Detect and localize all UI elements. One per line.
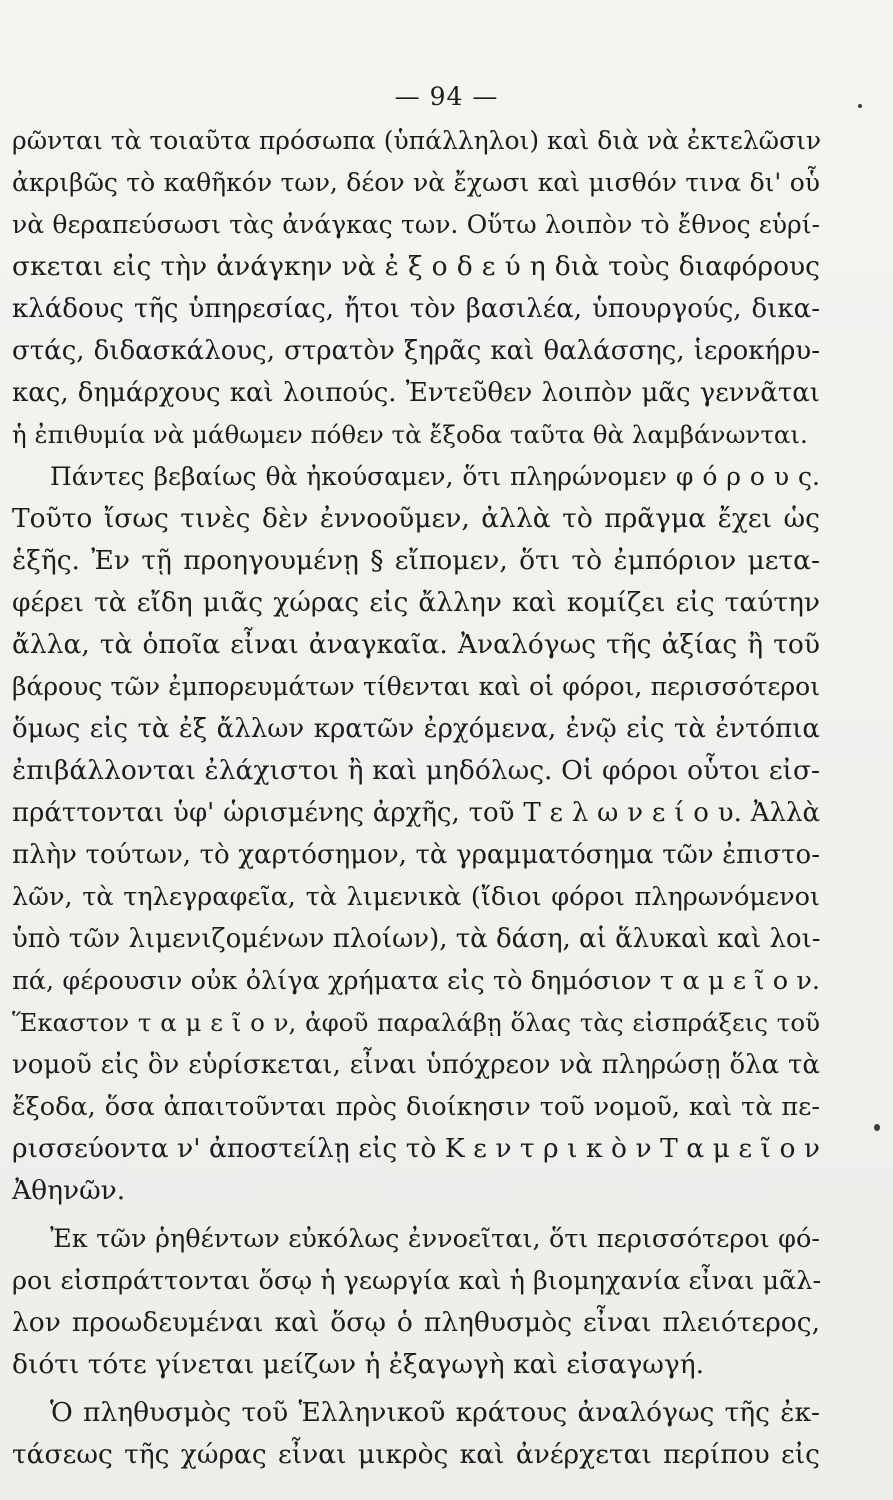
text-line: κας, δημάρχους καὶ λοιπούς. Ἐντεῦθεν λοιπὸν μᾶς γεννᾶται xyxy=(12,378,820,408)
text-line: πά, φέρουσιν οὐκ ὀλίγα χρήματα εἰς τὸ δημόσιον τ α μ ε ῖ ο ν. xyxy=(12,966,820,996)
text-line: στάς, διδασκάλους, στρατὸν ξηρᾶς καὶ θαλάσσης, ἱεροκήρυ- xyxy=(12,336,820,366)
ink-speck xyxy=(858,104,862,108)
text-line: νομοῦ εἰς ὃν εὑρίσκεται, εἶναι ὑπόχρεον νὰ πληρώσῃ ὅλα τὰ xyxy=(12,1050,820,1080)
text-line: τάσεως τῆς χώρας εἶναι μικρὸς καὶ ἀνέρχεται περίπου εἰς xyxy=(12,1439,820,1470)
paragraph xyxy=(12,120,820,456)
text-line: ἄλλα, τὰ ὁποῖα εἶναι ἀναγκαῖα. Ἀναλόγως τῆς ἀξίας ἢ τοῦ xyxy=(12,629,820,660)
text-line: Ἕκαστον τ α μ ε ῖ ο ν, ἀφοῦ παραλάβῃ ὅλας τὰς εἰσπράξεις τοῦ xyxy=(12,1008,820,1037)
text-line: ἑξῆς. Ἐν τῇ προηγουμένῃ § εἴπομεν, ὅτι τὸ ἐμπόριον μετα- xyxy=(12,545,820,576)
text-line: Πάντες βεβαίως θὰ ἠκούσαμεν, ὅτι πληρώνομεν φ ό ρ ο υ ς. xyxy=(50,462,820,491)
text-line: λῶν, τὰ τηλεγραφεῖα, τὰ λιμενικὰ (ἴδιοι φόροι πληρωνόμενοι xyxy=(12,882,820,912)
page-number: — 94 — xyxy=(394,82,499,111)
text-line: πλὴν τούτων, τὸ χαρτόσημον, τὰ γραμματόσημα τῶν ἐπιστο- xyxy=(12,840,820,870)
text-line: ὅμως εἰς τὰ ἐξ ἄλλων κρατῶν ἐρχόμενα, ἐνῷ εἰς τὰ ἐντόπια xyxy=(12,714,820,744)
ink-speck xyxy=(874,1124,880,1131)
text-line: πράττονται ὑφ' ὡρισμένης ἀρχῆς, τοῦ Τ ε λ ω ν ε ί ο υ. Ἀλλὰ xyxy=(12,798,820,828)
body-text xyxy=(12,120,820,1476)
text-line: βάρους τῶν ἐμπορευμάτων τίθενται καὶ οἱ φόροι, περισσότεροι xyxy=(12,672,820,701)
text-line: φέρει τὰ εἴδη μιᾶς χώρας εἰς ἄλλην καὶ κομίζει εἰς ταύτην xyxy=(12,587,820,618)
text-line: Ἀθηνῶν. xyxy=(12,1175,126,1206)
text-line: Ὁ πληθυσμὸς τοῦ Ἑλληνικοῦ κράτους ἀναλόγως τῆς ἐκ- xyxy=(50,1397,820,1428)
text-line: ὑπὸ τῶν λιμενιζομένων πλοίων), τὰ δάση, αἱ ἅλυκαὶ καὶ λοι- xyxy=(12,924,821,954)
paragraph xyxy=(12,1218,820,1386)
text-line: ἡ ἐπιθυμία νὰ μάθωμεν πόθεν τὰ ἔξοδα ταῦτα θὰ λαμβάνωνται. xyxy=(12,420,808,449)
text-line: ἔξοδα, ὅσα ἀπαιτοῦνται πρὸς διοίκησιν τοῦ νομοῦ, καὶ τὰ πε- xyxy=(12,1092,820,1122)
text-line: λον προωδευμέναι καὶ ὅσῳ ὁ πληθυσμὸς εἶναι πλειότερος, xyxy=(12,1307,820,1338)
text-line: διότι τότε γίνεται μείζων ἡ ἐξαγωγὴ καὶ εἰσαγωγή. xyxy=(12,1349,705,1380)
text-line: νὰ θεραπεύσωσι τὰς ἀνάγκας των. Οὕτω λοιπὸν τὸ ἔθνος εὑρί- xyxy=(12,210,820,239)
paragraph xyxy=(12,456,820,1212)
text-line: ρῶνται τὰ τοιαῦτα πρόσωπα (ὑπάλληλοι) καὶ διὰ νὰ ἐκτελῶσιν xyxy=(12,126,822,155)
text-line: Ἐκ τῶν ῥηθέντων εὐκόλως ἐννοεῖται, ὅτι περισσότεροι φό- xyxy=(50,1224,820,1254)
text-line: σκεται εἰς τὴν ἀνάγκην νὰ ἐ ξ ο δ ε ύ η διὰ τοὺς διαφόρους xyxy=(12,251,820,282)
text-line: κλάδους τῆς ὑπηρεσίας, ἤτοι τὸν βασιλέα, ὑπουργούς, δικα- xyxy=(12,294,820,324)
text-line: Τοῦτο ἴσως τινὲς δὲν ἐννοοῦμεν, ἀλλὰ τὸ πρᾶγμα ἔχει ὡς xyxy=(12,503,820,534)
text-line: ἐπιβάλλονται ἐλάχιστοι ἢ καὶ μηδόλως. Οἱ φόροι οὗτοι εἰσ- xyxy=(12,755,820,786)
paragraph xyxy=(12,1392,820,1476)
text-line: ρισσεύοντα ν' ἀποστείλῃ εἰς τὸ Κ ε ν τ ρ ι κ ὸ ν Τ α μ ε ῖ ο ν xyxy=(12,1133,820,1164)
text-line: ροι εἰσπράττονται ὅσῳ ἡ γεωργία καὶ ἡ βιομηχανία εἶναι μᾶλ- xyxy=(12,1266,822,1296)
text-line: ἀκριβῶς τὸ καθῆκόν των, δέον νὰ ἔχωσι καὶ μισθόν τινα δι' οὗ xyxy=(12,168,820,197)
